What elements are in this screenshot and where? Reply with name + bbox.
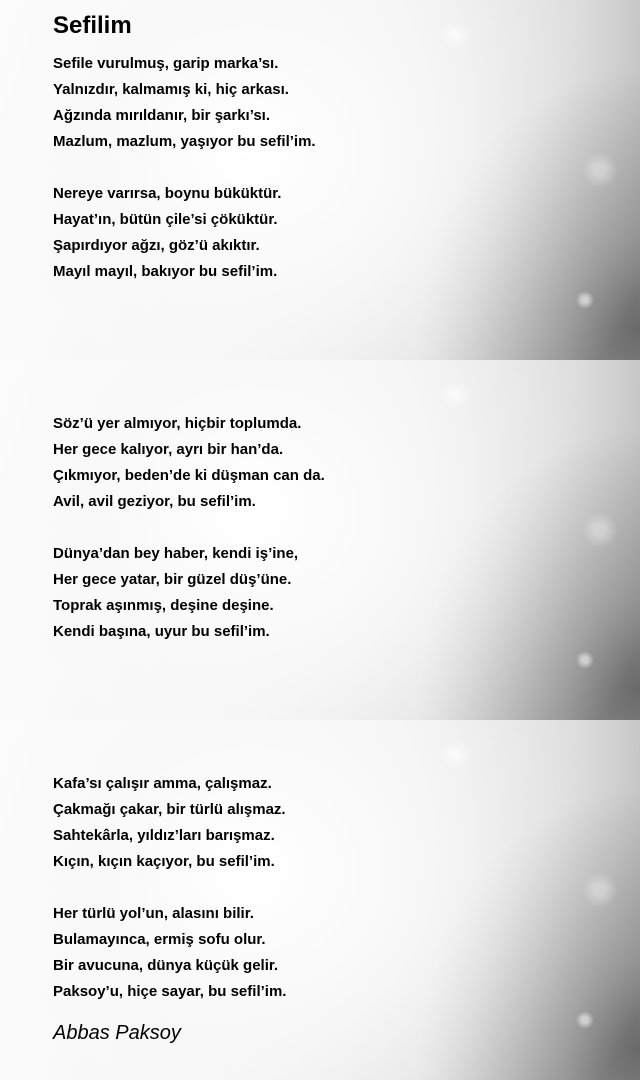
poem-line: Çıkmıyor, beden’de ki düşman can da. (53, 467, 325, 484)
poem-line: Söz’ü yer almıyor, hiçbir toplumda. (53, 415, 302, 432)
poem-line: Toprak aşınmış, deşine deşine. (53, 597, 274, 614)
stanza-3 (53, 411, 325, 515)
poem-line: Kıçın, kıçın kaçıyor, bu sefil’im. (53, 853, 275, 870)
poem-line: Her türlü yol’un, alasını bilir. (53, 905, 254, 922)
poem-line: Ağzında mırıldanır, bir şarkı’sı. (53, 107, 271, 124)
poem-line: Mazlum, mazlum, yaşıyor bu sefil’im. (53, 133, 316, 150)
poem-title: Sefilim (53, 12, 132, 39)
poem-line: Kafa’sı çalışır amma, çalışmaz. (53, 775, 272, 792)
stanza-6 (53, 901, 286, 1005)
poem-line: Her gece kalıyor, ayrı bir han’da. (53, 441, 284, 458)
poem-line: Kendi başına, uyur bu sefil’im. (53, 623, 270, 640)
poem-line: Bir avucuna, dünya küçük gelir. (53, 957, 279, 974)
poem-line: Avil, avil geziyor, bu sefil’im. (53, 493, 256, 510)
poem-line: Mayıl mayıl, bakıyor bu sefil’im. (53, 263, 278, 280)
stanza-5 (53, 771, 286, 875)
poem-panel-1 (0, 0, 640, 360)
poem-line: Şapırdıyor ağzı, göz’ü akıktır. (53, 237, 260, 254)
poem-panel-3 (0, 720, 640, 1080)
stanza-2 (53, 181, 281, 285)
poem-panel-2 (0, 360, 640, 720)
poem-line: Sefile vurulmuş, garip marka’sı. (53, 55, 279, 72)
stanza-4 (53, 541, 298, 645)
poem-line: Dünya’dan bey haber, kendi iş’ine, (53, 545, 299, 562)
stanza-1 (53, 51, 316, 155)
author-name: Abbas Paksoy (53, 1022, 181, 1044)
poem-line: Çakmağı çakar, bir türlü alışmaz. (53, 801, 286, 818)
poem-line: Sahtekârla, yıldız’ları barışmaz. (53, 827, 275, 844)
poem-line: Yalnızdır, kalmamış ki, hiç arkası. (53, 81, 289, 98)
poem-line: Hayat’ın, bütün çile’si çöküktür. (53, 211, 278, 228)
poem-line: Her gece yatar, bir güzel düş’üne. (53, 571, 292, 588)
poem-line: Nereye varırsa, boynu büküktür. (53, 185, 282, 202)
poem-line: Bulamayınca, ermiş sofu olur. (53, 931, 266, 948)
poem-line: Paksoy’u, hiçe sayar, bu sefil’im. (53, 983, 287, 1000)
